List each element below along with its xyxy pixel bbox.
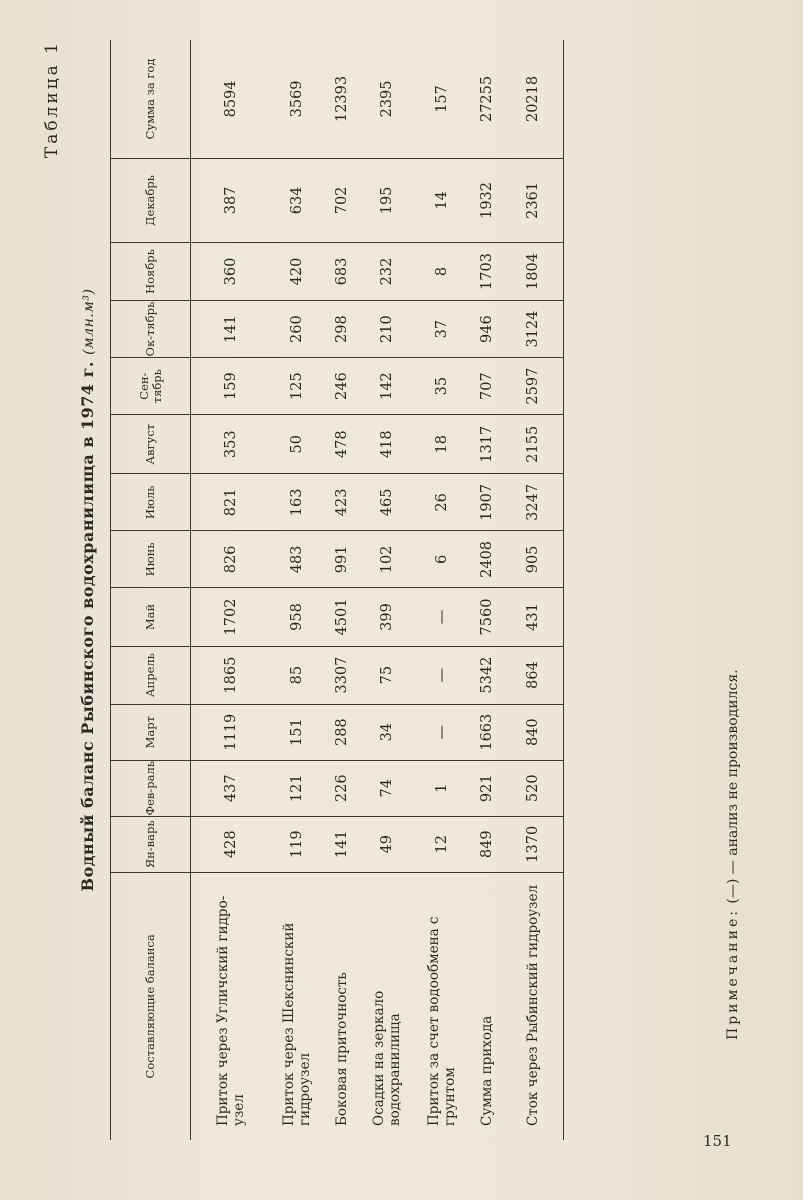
table-cell: 840 [504, 704, 564, 760]
table-cell: 707 [470, 358, 504, 415]
table-row [470, 40, 504, 1140]
table-cell: 288 [324, 704, 360, 760]
table-cell: 151 [271, 704, 324, 760]
rotated-content [40, 40, 780, 1140]
table-cell: 3247 [504, 474, 564, 531]
table-cell: 1703 [470, 242, 504, 300]
table-row [271, 40, 324, 1140]
column-header: Фев-раль [111, 760, 191, 816]
row-label: Приток через Угличский гидро-узел [191, 872, 271, 1140]
table-row [360, 40, 415, 1140]
table-cell: 958 [271, 588, 324, 646]
table-cell: 195 [360, 158, 415, 242]
table-cell: 102 [360, 531, 415, 588]
row-label: Приток через Шекснинский гидроузел [271, 872, 324, 1140]
table-cell: 991 [324, 531, 360, 588]
table-cell: 50 [271, 415, 324, 474]
column-header: Апрель [111, 646, 191, 704]
column-header: Сумма за год [111, 40, 191, 158]
table-cell: 431 [504, 588, 564, 646]
table-cell: 232 [360, 242, 415, 300]
table-cell: 298 [324, 301, 360, 358]
table-cell: 8 [415, 242, 470, 300]
table-cell: 27255 [478, 75, 495, 123]
table-cell: 210 [360, 301, 415, 358]
table-cell: 1119 [191, 704, 271, 760]
column-header: Декабрь [111, 158, 191, 242]
table-cell: 1663 [470, 704, 504, 760]
page-number: 151 [703, 1132, 732, 1150]
table-note [725, 669, 741, 1040]
table-cell: 2395 [379, 80, 395, 118]
table-caption: Таблица 1 [42, 40, 62, 159]
table-cell: 849 [470, 816, 504, 872]
table-cell: 2361 [504, 158, 564, 242]
table-cell: 921 [470, 760, 504, 816]
table-cell: 37 [415, 301, 470, 358]
column-header: Июнь [111, 531, 191, 588]
row-label: Сток через Рыбинский гидроузел [504, 872, 564, 1140]
table-cell: 18 [415, 415, 470, 474]
table-row [504, 40, 564, 1140]
row-label: Осадки на зеркало водохранилища [360, 872, 415, 1140]
table-cell: 26 [415, 474, 470, 531]
table-cell: 702 [324, 158, 360, 242]
table-cell: 1370 [504, 816, 564, 872]
table-cell: 125 [271, 358, 324, 415]
column-header: Ок-тябрь [111, 301, 191, 358]
table-cell: 75 [360, 646, 415, 704]
table-cell: 1317 [470, 415, 504, 474]
table-cell: 85 [271, 646, 324, 704]
table-cell: 428 [191, 816, 271, 872]
table-cell: 2155 [504, 415, 564, 474]
table-cell: 1932 [470, 158, 504, 242]
column-header: Июль [111, 474, 191, 531]
table-cell: 420 [271, 242, 324, 300]
note-prefix: Примечание: [725, 908, 741, 1040]
table-cell: 226 [324, 760, 360, 816]
table-cell: 8594 [222, 80, 239, 118]
table-cell: 418 [360, 415, 415, 474]
table-cell: 520 [504, 760, 564, 816]
table-cell: 163 [271, 474, 324, 531]
table-cell: 4501 [324, 588, 360, 646]
table-cell: 141 [191, 301, 271, 358]
table-cell: 634 [271, 158, 324, 242]
table-cell: 387 [191, 158, 271, 242]
table-cell: 121 [271, 760, 324, 816]
table-cell: 353 [191, 415, 271, 474]
table-cell: 905 [504, 531, 564, 588]
water-balance-table [110, 40, 564, 1140]
table-cell: 7560 [470, 588, 504, 646]
table-row [324, 40, 360, 1140]
table-cell: 12 [415, 816, 470, 872]
column-header: Ноябрь [111, 242, 191, 300]
table-cell: 246 [324, 358, 360, 415]
table-cell: 157 [434, 85, 450, 113]
header-row [111, 40, 191, 1140]
table-cell: — [415, 588, 470, 646]
table-cell: 260 [271, 301, 324, 358]
table-cell: 683 [324, 242, 360, 300]
table-cell: — [415, 646, 470, 704]
table-cell: 423 [324, 474, 360, 531]
table-cell: 1804 [504, 242, 564, 300]
table-cell: 1865 [191, 646, 271, 704]
table-cell: 3307 [324, 646, 360, 704]
table-cell: 2408 [470, 531, 504, 588]
table-cell: 1 [415, 760, 470, 816]
column-header: Май [111, 588, 191, 646]
table-cell: 6 [415, 531, 470, 588]
table-cell: 2597 [504, 358, 564, 415]
table-cell: 946 [470, 301, 504, 358]
title-unit: (млн.м³) [81, 288, 97, 355]
title-year: 1974 г. [78, 360, 97, 430]
table-cell: 399 [360, 588, 415, 646]
table-cell: 141 [324, 816, 360, 872]
table-cell: 35 [415, 358, 470, 415]
table-cell: 5342 [470, 646, 504, 704]
table-cell: 360 [191, 242, 271, 300]
table-cell: 34 [360, 704, 415, 760]
table-cell: 478 [324, 415, 360, 474]
table-cell: 465 [360, 474, 415, 531]
column-header: Сен-тябрь [111, 358, 191, 415]
table-cell: 74 [360, 760, 415, 816]
table-cell: 159 [191, 358, 271, 415]
table-cell: 3569 [289, 80, 305, 118]
row-label: Боковая приточность [324, 872, 360, 1140]
table-cell: 14 [415, 158, 470, 242]
table-row [191, 40, 271, 1140]
row-label: Сумма прихода [470, 872, 504, 1140]
table-cell: 12393 [333, 75, 350, 123]
table-row [415, 40, 470, 1140]
table-cell: 437 [191, 760, 271, 816]
note-text: (—) — анализ не производился. [725, 669, 741, 909]
table-cell: 821 [191, 474, 271, 531]
table-cell: 1702 [191, 588, 271, 646]
table-cell: 864 [504, 646, 564, 704]
table-title [78, 40, 97, 1140]
table-cell: 483 [271, 531, 324, 588]
table-cell: 20218 [504, 40, 564, 158]
table-cell: 49 [360, 816, 415, 872]
table-cell: 3124 [504, 301, 564, 358]
column-header: Ян-варь [111, 816, 191, 872]
table-cell: 142 [360, 358, 415, 415]
table-cell: 119 [271, 816, 324, 872]
column-header: Август [111, 415, 191, 474]
title-main: Водный баланс Рыбинского водохранилища в [78, 429, 97, 892]
table-cell: 826 [191, 531, 271, 588]
column-header: Март [111, 704, 191, 760]
table-cell: 1907 [470, 474, 504, 531]
corner-header: Составляющие баланса [111, 872, 191, 1140]
table-cell: — [415, 704, 470, 760]
row-label: Приток за счет водообмена с грунтом [415, 872, 470, 1140]
